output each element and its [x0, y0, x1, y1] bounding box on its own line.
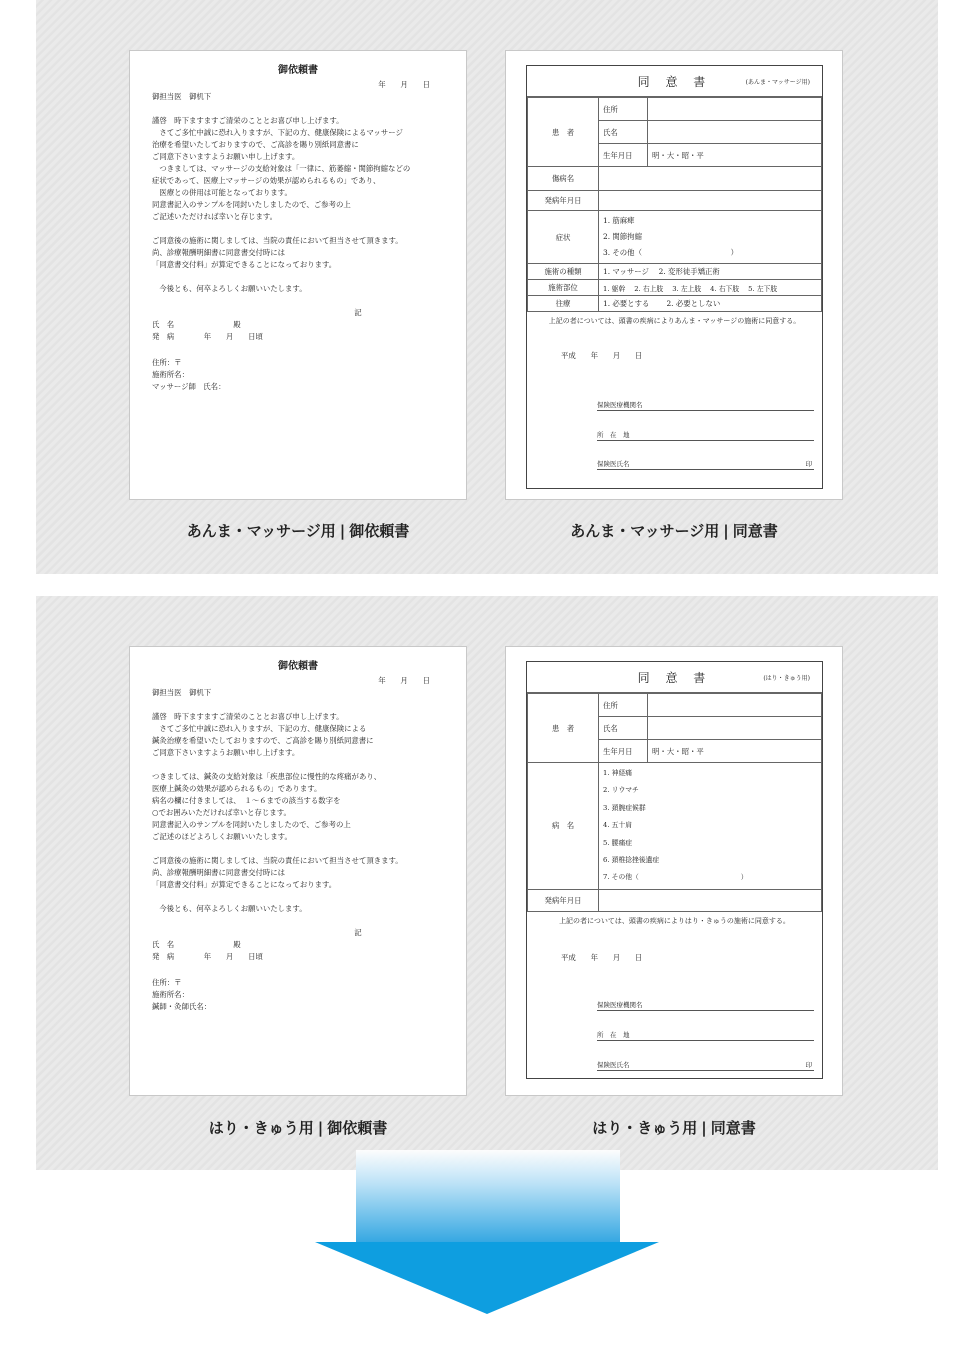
caption-sub: 同意書	[710, 1119, 756, 1137]
seal-mark: 印	[805, 460, 812, 468]
consent-statement: 上記の者については、頭書の疾病によりあんま・マッサージの施術に同意する。	[548, 317, 801, 325]
injury-label: 傷病名	[528, 167, 599, 191]
name-label: 氏名	[599, 121, 648, 144]
doctor-label: 保険医氏名	[597, 1060, 630, 1069]
caption-separator: |	[339, 522, 346, 540]
caption-main: はり・きゅう用	[208, 1119, 314, 1137]
form-title: 同 意 書	[637, 75, 712, 89]
treatment-site-label: 施術部位	[528, 280, 599, 296]
address-label: 住所	[599, 694, 648, 717]
letter-name-line: 氏 名 殿	[152, 940, 241, 949]
consent-date: 平成 年 月 日	[561, 351, 643, 360]
letter-ki: 記	[354, 928, 362, 937]
disease-label: 病 名	[528, 763, 599, 890]
request-letter-hari	[129, 646, 467, 1096]
caption-request-anma	[129, 520, 467, 541]
form-subtitle: (あんま・マッサージ用)	[745, 79, 810, 86]
down-arrow-icon	[356, 1150, 620, 1242]
caption-sub: 同意書	[732, 522, 778, 540]
caption-main: はり・きゅう用	[592, 1119, 698, 1137]
visit-label: 往療	[528, 296, 599, 312]
caption-main: あんま・マッサージ用	[570, 522, 720, 540]
symptom-label: 症状	[528, 211, 599, 264]
birth-label: 生年月日	[599, 144, 648, 167]
letter-date: 年 月 日	[378, 80, 430, 89]
consent-statement: 上記の者については、頭書の疾病によりはり・きゅうの施術に同意する。	[559, 916, 790, 925]
consent-form-anma	[505, 50, 843, 500]
treatment-site-value: 1. 躯幹 2. 右上肢 3. 左上肢 4. 右下肢 5. 左下肢	[599, 280, 822, 296]
caption-consent-hari	[505, 1117, 843, 1138]
disease-item: 4. 五十肩	[603, 821, 633, 830]
doctor-label: 保険医氏名	[597, 460, 630, 468]
letter-title: 御依頼書	[278, 661, 318, 672]
letter-closing: 今後とも、何卒よろしくお願いいたします。	[152, 904, 307, 913]
letter-addressee: 御担当医 御机下	[152, 688, 212, 697]
patient-label: 患 者	[528, 694, 599, 763]
onset-label: 発病年月日	[528, 191, 599, 211]
symptom-item: 3. その他（ ）	[603, 248, 739, 257]
name-label: 氏名	[599, 717, 648, 740]
hari-kyu-panel	[36, 596, 938, 1170]
seal-mark: 印	[805, 1060, 812, 1069]
caption-consent-anma	[505, 520, 843, 541]
disease-item: 1. 神経痛	[603, 769, 633, 777]
consent-date: 平成 年 月 日	[561, 952, 643, 962]
caption-separator: |	[701, 1119, 707, 1137]
address-label: 住所	[599, 98, 648, 121]
caption-sub: 御依頼書	[327, 1119, 388, 1137]
symptom-item: 1. 筋麻痺	[603, 216, 635, 225]
anma-massage-panel	[36, 0, 938, 574]
letter-onset-line: 発 病 年 月 日頃	[152, 952, 263, 961]
disease-item: 6. 頚椎捻挫後遺症	[603, 856, 660, 865]
patient-label: 患 者	[528, 98, 599, 167]
letter-paragraph: つきましては、マッサージの支給対象は「一律に、筋萎縮・関節拘縮などの 症状であって、医療上マッサージの効果が認められるもの」であり、 医療との併用は可能となっております。 同意書記入のサンプルを同封いたしましたので、ご参考の上 ご記述いただければ幸いと存じます。	[152, 164, 411, 221]
letter-paragraph: ご同意後の施術に関しましては、当院の責任において担当させて頂きます。 尚、診療報酬明細書に同意書交付時には 「同意書交付料」が算定できることになっております。	[152, 236, 403, 269]
letter-title: 御依頼書	[278, 65, 318, 76]
symptom-item: 2. 関節拘縮	[603, 232, 642, 241]
request-letter-anma	[129, 50, 467, 500]
footer-practitioner: マッサージ師 氏名：	[152, 382, 226, 391]
letter-ki: 記	[354, 308, 362, 317]
letter-onset-line: 発 病 年 月 日頃	[152, 332, 263, 341]
footer-clinic: 施術所名：	[152, 990, 189, 999]
letter-addressee: 御担当医 御机下	[152, 92, 212, 101]
form-subtitle: (はり・きゅう用)	[763, 675, 810, 682]
caption-main: あんま・マッサージ用	[186, 522, 336, 540]
consent-form-hari	[505, 646, 843, 1096]
caption-sub: 御依頼書	[349, 522, 410, 540]
letter-paragraph: 謹啓 時下ますますご清栄のこととお喜び申し上げます。 さてご多忙中誠に恐れ入りますが、下記の方、健康保険による 鍼灸治療を希望いたしておりますので、ご高診を賜り別紙同意書に ご同意下さいますようお願い申し上げます。	[152, 712, 374, 757]
footer-practitioner: 鍼師・灸師氏名：	[152, 1002, 212, 1011]
institution-label: 保険医療機関名	[597, 1000, 643, 1009]
disease-item: 2. リウマチ	[603, 786, 639, 795]
caption-separator: |	[317, 1119, 324, 1137]
letter-name-line: 氏 名 殿	[152, 320, 241, 329]
disease-item: 3. 頚腕症候群	[603, 803, 646, 812]
era-text: 明・大・昭・平	[648, 740, 822, 763]
birth-label: 生年月日	[599, 740, 648, 763]
down-arrow-head-icon	[315, 1242, 659, 1314]
era-text: 明・大・昭・平	[648, 144, 822, 167]
form-title: 同 意 書	[637, 671, 712, 685]
disease-item: 5. 腰痛症	[603, 838, 633, 847]
letter-paragraph: 謹啓 時下ますますご清栄のこととお喜び申し上げます。 さてご多忙中誠に恐れ入りますが、下記の方、健康保険によるマッサージ 治療を希望いたしておりますので、ご高診を賜り別紙同意書に ご同意下さいますようお願い申し上げます。	[152, 116, 403, 161]
footer-clinic: 施術所名：	[152, 370, 189, 379]
treatment-type-label: 施術の種類	[528, 264, 599, 280]
institution-label: 保険医療機関名	[597, 401, 643, 409]
letter-paragraph: つきましては、鍼灸の支給対象は「疾患部位に慢性的な疼痛があり、 医療上鍼灸の効果が認められるもの」であります。 病名の欄に付きましては、 １〜６までの該当する数字を ○でお囲みいただければ幸いと存じます。 同意書記入のサンプルを同封いたしましたので、ご参考の上 ご記述のほどよろしくお願いいたします。	[152, 772, 382, 841]
letter-date: 年 月 日	[378, 676, 430, 685]
caption-request-hari	[129, 1117, 467, 1138]
location-label: 所 在 地	[597, 431, 630, 439]
visit-value: 1. 必要とする 2. 必要としない	[599, 296, 822, 312]
caption-separator: |	[723, 522, 729, 540]
disease-item: 7. その他（ ）	[603, 873, 748, 882]
footer-address: 住所：〒	[152, 358, 182, 367]
location-label: 所 在 地	[597, 1030, 630, 1039]
letter-paragraph: ご同意後の施術に関しましては、当院の責任において担当させて頂きます。 尚、診療報酬明細書に同意書交付時には 「同意書交付料」が算定できることになっております。	[152, 856, 403, 889]
letter-closing: 今後とも、何卒よろしくお願いいたします。	[152, 284, 307, 293]
footer-address: 住所：〒	[152, 978, 182, 987]
treatment-type-value: 1. マッサージ 2. 変形徒手矯正術	[599, 264, 822, 280]
onset-label: 発病年月日	[528, 889, 599, 911]
